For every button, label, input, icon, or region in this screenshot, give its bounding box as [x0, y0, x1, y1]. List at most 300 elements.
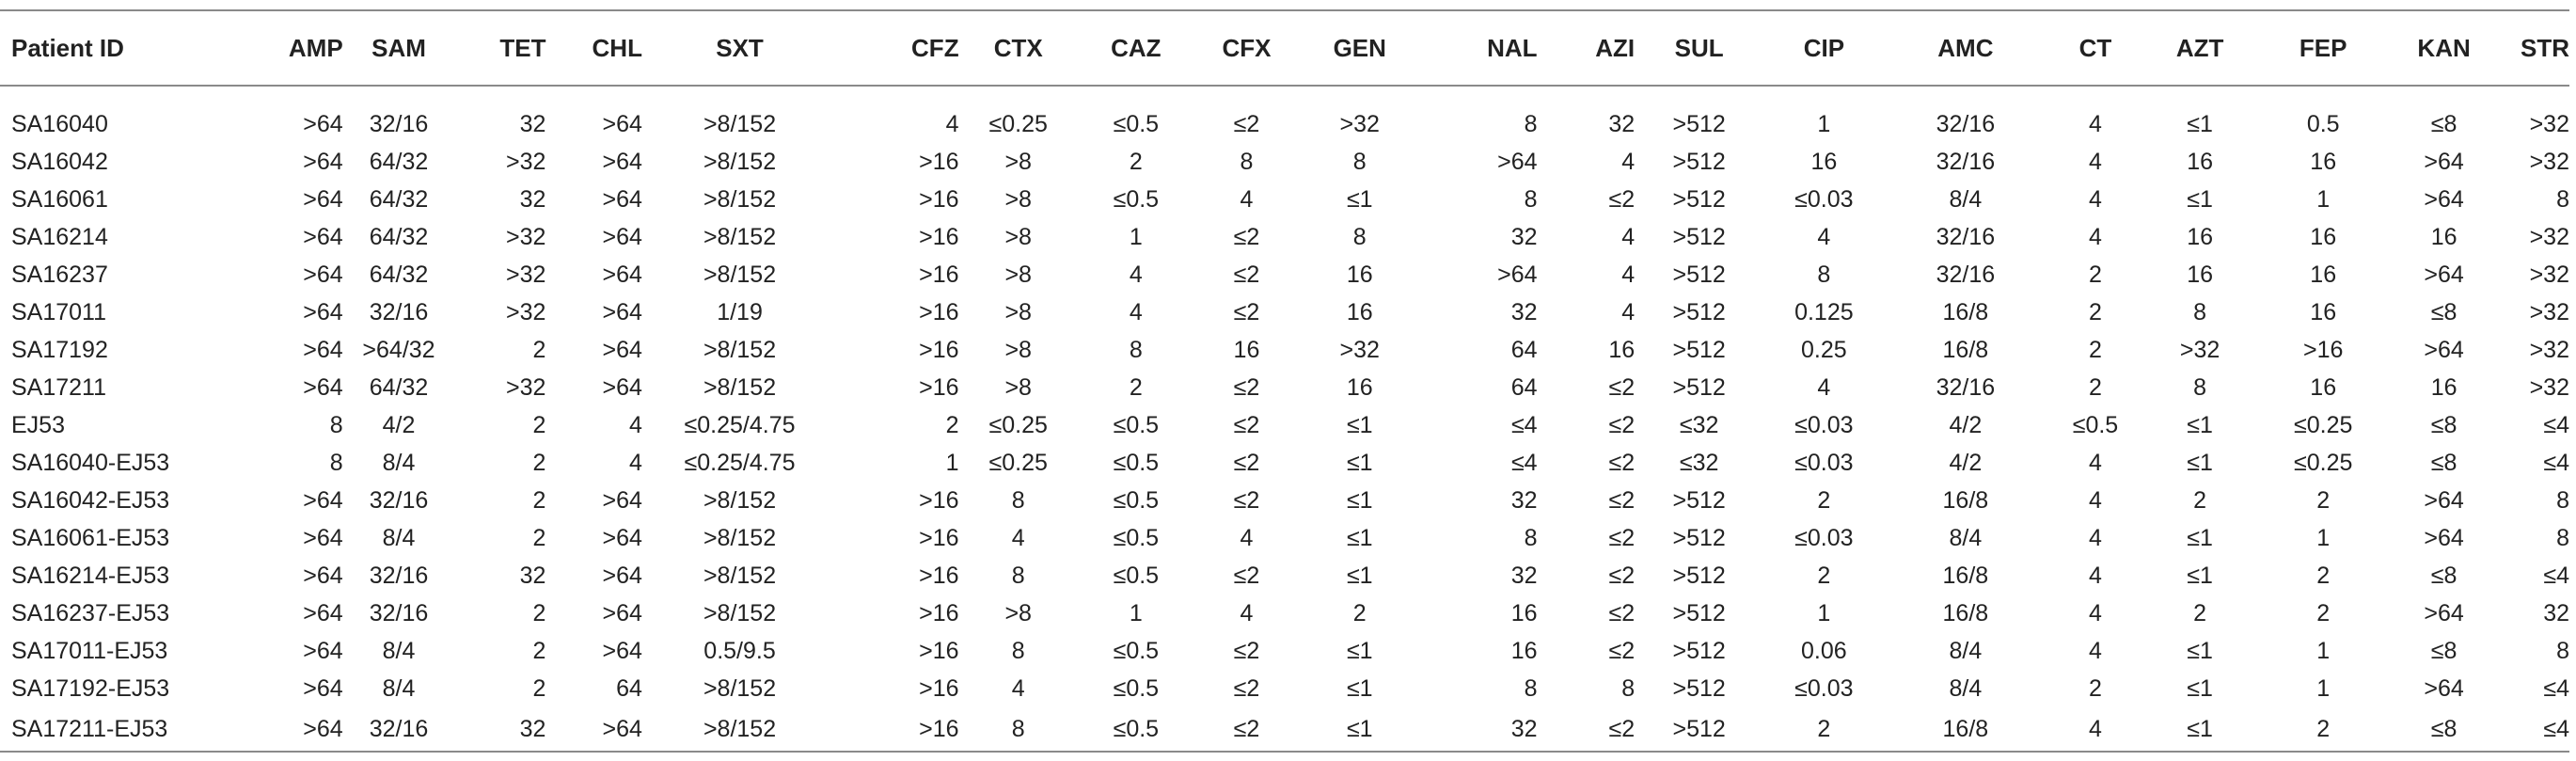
mic-value-cell: >8 — [1004, 373, 1032, 401]
mic-value-cell: 4 — [1817, 223, 1831, 250]
mic-value-cell: >8/152 — [703, 373, 777, 401]
mic-value-cell: ≤1 — [1346, 674, 1373, 702]
mic-value-cell: ≤1 — [2187, 562, 2213, 589]
mic-value-cell: 2 — [532, 599, 546, 626]
mic-value-cell: 16/8 — [1942, 715, 1989, 742]
mic-value-cell: 16 — [2310, 261, 2337, 288]
mic-value-cell: 64 — [1510, 336, 1538, 363]
mic-value-cell: 4 — [2089, 599, 2102, 626]
mic-value-cell: ≤0.5 — [1113, 562, 1160, 589]
mic-value-cell: 8 — [2193, 298, 2207, 325]
table-row — [0, 143, 2569, 181]
table-body — [0, 86, 2569, 752]
mic-value-cell: >64 — [303, 185, 343, 213]
patient-id-cell: SA16040-EJ53 — [11, 449, 170, 476]
mic-value-cell: >64 — [303, 637, 343, 664]
mic-value-cell: ≤2 — [1233, 110, 1260, 137]
mic-value-cell: 4/2 — [1949, 449, 1983, 476]
mic-value-cell: 32/16 — [369, 298, 429, 325]
mic-value-cell: 16 — [1346, 298, 1373, 325]
mic-value-cell: ≤1 — [2187, 524, 2213, 551]
column-header-ctx: CTX — [993, 33, 1043, 62]
mic-value-cell: >32 — [2529, 223, 2569, 250]
mic-value-cell: ≤2 — [1233, 223, 1260, 250]
mic-value-cell: ≤2 — [1233, 261, 1260, 288]
mic-value-cell: 1 — [1129, 599, 1143, 626]
column-header-str: STR — [2521, 33, 2569, 62]
mic-value-cell: >512 — [1672, 674, 1726, 702]
column-header-gen: GEN — [1333, 33, 1386, 62]
mic-value-cell: 2 — [532, 637, 546, 664]
mic-value-cell: 16 — [2187, 261, 2214, 288]
mic-value-cell: 8 — [1524, 110, 1538, 137]
mic-value-cell: 2 — [945, 411, 959, 438]
patient-id-cell: SA16040 — [11, 110, 108, 137]
mic-value-cell: 8 — [2556, 637, 2569, 664]
mic-value-cell: >512 — [1672, 562, 1726, 589]
mic-value-cell: >512 — [1672, 336, 1726, 363]
mic-value-cell: >16 — [919, 562, 959, 589]
mic-value-cell: 64 — [1510, 373, 1538, 401]
mic-value-cell: 16/8 — [1942, 562, 1989, 589]
mic-value-cell: >64 — [2424, 674, 2464, 702]
mic-value-cell: 16 — [1346, 261, 1373, 288]
mic-value-cell: 8 — [2556, 486, 2569, 514]
mic-value-cell: >8/152 — [703, 715, 777, 742]
mic-value-cell: >64 — [602, 486, 642, 514]
mic-value-cell: >64 — [602, 185, 642, 213]
mic-value-cell: ≤2 — [1233, 715, 1260, 742]
mic-value-cell: ≤0.5 — [1113, 715, 1160, 742]
mic-value-cell: >32 — [2529, 261, 2569, 288]
mic-value-cell: 16 — [1608, 336, 1636, 363]
table-row — [0, 293, 2569, 331]
table-row — [0, 181, 2569, 218]
mic-value-cell: 16 — [1810, 148, 1838, 175]
table-row — [0, 707, 2569, 752]
mic-value-cell: >64 — [602, 599, 642, 626]
mic-value-cell: ≤4 — [2543, 674, 2569, 702]
mic-value-cell: ≤0.03 — [1794, 524, 1854, 551]
mic-value-cell: 8 — [1240, 148, 1254, 175]
mic-value-cell: >64 — [303, 110, 343, 137]
mic-value-cell: 8/4 — [382, 449, 416, 476]
mic-value-cell: 4 — [1621, 148, 1636, 175]
mic-value-cell: 16 — [2187, 223, 2214, 250]
mic-value-cell: 16 — [1233, 336, 1260, 363]
mic-value-cell: 4 — [1011, 674, 1025, 702]
mic-value-cell: 32/16 — [369, 562, 429, 589]
mic-value-cell: 4 — [2089, 486, 2102, 514]
mic-value-cell: 32 — [519, 185, 546, 213]
mic-value-cell: >32 — [506, 261, 546, 288]
mic-value-cell: 8/4 — [1949, 185, 1983, 213]
mic-value-cell: 8 — [1621, 674, 1636, 702]
mic-value-cell: 4 — [1129, 261, 1143, 288]
mic-value-cell: >64 — [2424, 336, 2464, 363]
mic-value-cell: ≤8 — [2430, 715, 2457, 742]
mic-value-cell: ≤0.5 — [1113, 524, 1160, 551]
patient-id-cell: SA16042-EJ53 — [11, 486, 170, 514]
mic-value-cell: >64 — [303, 223, 343, 250]
mic-value-cell: 16/8 — [1942, 599, 1989, 626]
mic-value-cell: >8/152 — [703, 185, 777, 213]
mic-value-cell: >512 — [1672, 223, 1726, 250]
table-header — [0, 10, 2569, 86]
mic-value-cell: >16 — [919, 637, 959, 664]
mic-value-cell: >32 — [2529, 373, 2569, 401]
mic-value-cell: ≤1 — [2187, 411, 2213, 438]
mic-value-cell: >16 — [919, 261, 959, 288]
mic-value-cell: 8 — [1817, 261, 1831, 288]
mic-value-cell: >32 — [2529, 298, 2569, 325]
mic-value-cell: >512 — [1672, 524, 1726, 551]
mic-value-cell: >64 — [2424, 185, 2464, 213]
column-header-amc: AMC — [1937, 33, 1994, 62]
mic-value-cell: 32 — [1510, 223, 1538, 250]
mic-value-cell: 32 — [1510, 298, 1538, 325]
mic-value-cell: 4 — [2089, 223, 2102, 250]
mic-value-cell: ≤0.03 — [1794, 674, 1854, 702]
mic-value-cell: >32 — [506, 373, 546, 401]
patient-id-cell: SA16237-EJ53 — [11, 599, 170, 626]
mic-value-cell: >512 — [1672, 261, 1726, 288]
mic-value-cell: >64 — [303, 486, 343, 514]
mic-value-cell: >512 — [1672, 110, 1726, 137]
mic-value-cell: ≤2 — [1233, 486, 1260, 514]
mic-value-cell: 4 — [945, 110, 959, 137]
mic-value-cell: ≤1 — [2187, 637, 2213, 664]
table-row — [0, 482, 2569, 519]
mic-value-cell: ≤0.03 — [1794, 449, 1854, 476]
table-row — [0, 218, 2569, 256]
mic-value-cell: 8/4 — [1949, 524, 1983, 551]
patient-id-cell: SA17192-EJ53 — [11, 674, 170, 702]
mic-value-cell: 64/32 — [369, 148, 429, 175]
table-row — [0, 670, 2569, 707]
mic-value-cell: 2 — [2316, 715, 2331, 742]
column-header-patient-id: Patient ID — [11, 33, 124, 62]
mic-value-cell: 8 — [1352, 223, 1367, 250]
mic-value-cell: 8 — [2556, 185, 2569, 213]
patient-id-cell: SA16042 — [11, 148, 108, 175]
mic-value-cell: ≤1 — [1346, 411, 1373, 438]
mic-value-cell: >8/152 — [703, 524, 777, 551]
mic-value-cell: 4 — [1817, 373, 1831, 401]
mic-value-cell: ≤4 — [1510, 449, 1538, 476]
mic-value-cell: 8 — [1524, 524, 1538, 551]
mic-value-cell: 1 — [2316, 674, 2331, 702]
mic-value-cell: 2 — [2316, 562, 2331, 589]
column-header-caz: CAZ — [1111, 33, 1162, 62]
mic-value-cell: 2 — [2089, 336, 2102, 363]
mic-value-cell: >64 — [2424, 148, 2464, 175]
mic-value-cell: 2 — [2316, 486, 2331, 514]
mic-value-cell: ≤8 — [2430, 298, 2457, 325]
column-header-cfx: CFX — [1222, 33, 1272, 62]
mic-value-cell: 16 — [2310, 298, 2337, 325]
mic-value-cell: ≤0.25/4.75 — [684, 411, 796, 438]
patient-id-cell: SA16061-EJ53 — [11, 524, 170, 551]
mic-value-cell: >32 — [2179, 336, 2220, 363]
mic-value-cell: 32 — [519, 562, 546, 589]
mic-value-cell: 8 — [1011, 637, 1025, 664]
mic-value-cell: ≤0.03 — [1794, 185, 1854, 213]
mic-value-cell: ≤0.03 — [1794, 411, 1854, 438]
mic-value-cell: ≤0.5 — [1113, 411, 1160, 438]
mic-value-cell: >512 — [1672, 599, 1726, 626]
mic-value-cell: 0.06 — [1801, 637, 1847, 664]
mic-value-cell: 8 — [1524, 185, 1538, 213]
mic-value-cell: 1 — [2316, 637, 2331, 664]
mic-value-cell: ≤8 — [2430, 411, 2457, 438]
column-header-azi: AZI — [1595, 33, 1636, 62]
mic-value-cell: ≤32 — [1679, 411, 1719, 438]
mic-value-cell: ≤2 — [1608, 373, 1636, 401]
mic-value-cell: ≤2 — [1608, 599, 1636, 626]
mic-value-cell: >64 — [602, 336, 642, 363]
mic-value-cell: 2 — [1817, 486, 1831, 514]
mic-value-cell: 64/32 — [369, 261, 429, 288]
mic-value-cell: 32/16 — [1936, 223, 1996, 250]
column-header-azt: AZT — [2175, 33, 2224, 62]
mic-value-cell: ≤0.5 — [1113, 110, 1160, 137]
mic-value-cell: >32 — [2529, 336, 2569, 363]
mic-value-cell: 1 — [945, 449, 959, 476]
mic-value-cell: >8/152 — [703, 148, 777, 175]
mic-value-cell: >8/152 — [703, 599, 777, 626]
mic-value-cell: >8/152 — [703, 562, 777, 589]
mic-value-cell: ≤1 — [1346, 524, 1373, 551]
mic-value-cell: ≤2 — [1608, 562, 1636, 589]
patient-id-cell: SA17211-EJ53 — [11, 715, 168, 742]
mic-value-cell: >8/152 — [703, 110, 777, 137]
mic-value-cell: 32/16 — [369, 486, 429, 514]
mic-value-cell: >64 — [303, 373, 343, 401]
mic-value-cell: 32/16 — [1936, 148, 1996, 175]
mic-value-cell: ≤2 — [1608, 486, 1636, 514]
mic-value-cell: 4/2 — [1949, 411, 1983, 438]
mic-value-cell: ≤0.25 — [988, 110, 1048, 137]
patient-id-cell: EJ53 — [11, 411, 65, 438]
patient-id-cell: SA17211 — [11, 373, 107, 401]
mic-value-cell: >16 — [919, 599, 959, 626]
mic-value-cell: 4 — [1621, 261, 1636, 288]
mic-value-cell: >8/152 — [703, 336, 777, 363]
mic-value-cell: >8/152 — [703, 261, 777, 288]
mic-value-cell: >8 — [1004, 223, 1032, 250]
mic-value-cell: ≤0.5 — [1113, 449, 1160, 476]
column-header-sam: SAM — [371, 33, 426, 62]
mic-value-cell: ≤4 — [2543, 715, 2569, 742]
mic-value-cell: 8 — [2193, 373, 2207, 401]
mic-value-cell: >64 — [2424, 599, 2464, 626]
column-header-fep: FEP — [2299, 33, 2347, 62]
mic-value-cell: >16 — [919, 298, 959, 325]
mic-value-cell: >64 — [602, 373, 642, 401]
mic-value-cell: >64 — [602, 715, 642, 742]
mic-value-cell: >16 — [2302, 336, 2344, 363]
table-row — [0, 105, 2569, 143]
mic-value-cell: ≤8 — [2430, 562, 2457, 589]
mic-value-cell: >8 — [1004, 185, 1032, 213]
mic-value-cell: 64/32 — [369, 373, 429, 401]
mic-value-cell: 32/16 — [369, 110, 429, 137]
mic-value-cell: >16 — [919, 715, 959, 742]
mic-value-cell: >32 — [1339, 110, 1380, 137]
mic-value-cell: ≤8 — [2430, 110, 2457, 137]
mic-value-cell: ≤2 — [1608, 637, 1636, 664]
mic-value-cell: 4 — [629, 411, 642, 438]
mic-value-cell: 32 — [1510, 486, 1538, 514]
patient-id-cell: SA16061 — [11, 185, 108, 213]
mic-value-cell: >32 — [1339, 336, 1380, 363]
mic-value-cell: ≤8 — [2430, 637, 2457, 664]
mic-value-cell: 8/4 — [1949, 674, 1983, 702]
column-header-nal: NAL — [1487, 33, 1538, 62]
mic-value-cell: 0.5 — [2306, 110, 2340, 137]
column-header-amp: AMP — [288, 33, 343, 62]
mic-value-cell: 8/4 — [382, 524, 416, 551]
mic-value-cell: 16 — [2310, 148, 2337, 175]
mic-value-cell: >64 — [602, 148, 642, 175]
mic-value-cell: ≤1 — [2187, 185, 2213, 213]
mic-value-cell: 32 — [519, 715, 546, 742]
mic-value-cell: 2 — [2316, 599, 2331, 626]
mic-value-cell: ≤1 — [1346, 449, 1373, 476]
mic-value-cell: 8 — [329, 411, 343, 438]
mic-value-cell: 8/4 — [382, 674, 416, 702]
column-header-chl: CHL — [592, 33, 642, 62]
mic-value-cell: 16/8 — [1942, 336, 1989, 363]
mic-value-cell: ≤32 — [1679, 449, 1719, 476]
table-row — [0, 331, 2569, 369]
mic-table — [0, 9, 2569, 753]
mic-value-cell: ≤1 — [2187, 715, 2213, 742]
mic-value-cell: 2 — [1352, 599, 1367, 626]
mic-value-cell: ≤2 — [1233, 449, 1260, 476]
mic-value-cell: >8 — [1004, 298, 1032, 325]
mic-value-cell: 16 — [2187, 148, 2214, 175]
mic-value-cell: >32 — [506, 298, 546, 325]
mic-value-cell: 8 — [1352, 148, 1367, 175]
mic-value-cell: ≤1 — [2187, 449, 2213, 476]
mic-value-cell: >16 — [919, 524, 959, 551]
mic-value-cell: ≤1 — [1346, 486, 1373, 514]
mic-value-cell: >64 — [602, 110, 642, 137]
mic-value-cell: >512 — [1672, 637, 1726, 664]
mic-value-cell: >64 — [303, 562, 343, 589]
table-row — [0, 519, 2569, 557]
mic-value-cell: 4/2 — [382, 411, 416, 438]
mic-value-cell: ≤2 — [1608, 411, 1636, 438]
mic-value-cell: 1/19 — [717, 298, 763, 325]
mic-value-cell: >8 — [1004, 148, 1032, 175]
mic-value-cell: >64 — [303, 261, 343, 288]
mic-value-cell: 8 — [1011, 715, 1025, 742]
mic-value-cell: 1 — [1129, 223, 1143, 250]
column-header-sul: SUL — [1674, 33, 1724, 62]
mic-value-cell: 16 — [2310, 373, 2337, 401]
mic-value-cell: 1 — [1817, 110, 1831, 137]
mic-value-cell: >64 — [303, 674, 343, 702]
mic-value-cell: >8 — [1004, 336, 1032, 363]
mic-value-cell: >64/32 — [362, 336, 435, 363]
column-header-cip: CIP — [1803, 33, 1845, 62]
mic-value-cell: >64 — [2424, 524, 2464, 551]
mic-value-cell: >512 — [1672, 486, 1726, 514]
patient-id-cell: SA16214-EJ53 — [11, 562, 170, 589]
patient-id-cell: SA17011-EJ53 — [11, 637, 168, 664]
mic-value-cell: 2 — [1817, 715, 1831, 742]
mic-value-cell: ≤4 — [2543, 411, 2569, 438]
column-header-tet: TET — [499, 33, 546, 62]
table-row — [0, 256, 2569, 293]
mic-value-cell: >512 — [1672, 298, 1726, 325]
mic-value-cell: >64 — [1497, 261, 1538, 288]
mic-value-cell: 16 — [2430, 223, 2457, 250]
mic-value-cell: 32 — [2543, 599, 2569, 626]
mic-value-cell: 4 — [1621, 223, 1636, 250]
mic-value-cell: ≤2 — [1233, 674, 1260, 702]
mic-value-cell: >16 — [919, 373, 959, 401]
mic-value-cell: 4 — [1240, 599, 1254, 626]
mic-value-cell: 2 — [2193, 486, 2207, 514]
mic-value-cell: 2 — [1129, 373, 1143, 401]
mic-value-cell: 32/16 — [1936, 373, 1996, 401]
mic-value-cell: >64 — [303, 599, 343, 626]
mic-value-cell: 32 — [1608, 110, 1636, 137]
mic-value-cell: 2 — [2089, 298, 2102, 325]
mic-value-cell: >16 — [919, 148, 959, 175]
mic-value-cell: ≤2 — [1233, 637, 1260, 664]
table-row — [0, 632, 2569, 670]
mic-value-cell: ≤0.25 — [988, 411, 1048, 438]
mic-value-cell: ≤2 — [1233, 411, 1260, 438]
mic-value-cell: ≤2 — [1233, 373, 1260, 401]
mic-value-cell: ≤2 — [1233, 562, 1260, 589]
mic-value-cell: 8 — [2556, 524, 2569, 551]
mic-value-cell: >32 — [506, 148, 546, 175]
mic-value-cell: 2 — [2089, 373, 2102, 401]
mic-value-cell: ≤1 — [1346, 562, 1373, 589]
mic-value-cell: 1 — [2316, 185, 2331, 213]
mic-value-cell: ≤1 — [1346, 185, 1373, 213]
mic-value-cell: 0.25 — [1801, 336, 1847, 363]
mic-value-cell: >16 — [919, 185, 959, 213]
mic-value-cell: 4 — [1240, 185, 1254, 213]
mic-value-cell: 16 — [2430, 373, 2457, 401]
mic-value-cell: 16 — [1346, 373, 1373, 401]
mic-value-cell: 4 — [629, 449, 642, 476]
column-header-kan: KAN — [2417, 33, 2471, 62]
mic-value-cell: 16 — [1510, 637, 1538, 664]
mic-value-cell: ≤1 — [1346, 637, 1373, 664]
mic-value-cell: >64 — [303, 298, 343, 325]
mic-value-cell: 4 — [2089, 185, 2102, 213]
mic-value-cell: 16/8 — [1942, 486, 1989, 514]
mic-value-cell: >8/152 — [703, 486, 777, 514]
mic-value-cell: 16 — [2310, 223, 2337, 250]
mic-value-cell: >64 — [602, 637, 642, 664]
mic-value-cell: >64 — [303, 524, 343, 551]
mic-value-cell: >64 — [303, 715, 343, 742]
mic-value-cell: >16 — [919, 336, 959, 363]
mic-value-cell: >8/152 — [703, 223, 777, 250]
mic-value-cell: ≤2 — [1608, 185, 1636, 213]
mic-value-cell: 2 — [2089, 674, 2102, 702]
mic-value-cell: ≤0.5 — [1113, 185, 1160, 213]
